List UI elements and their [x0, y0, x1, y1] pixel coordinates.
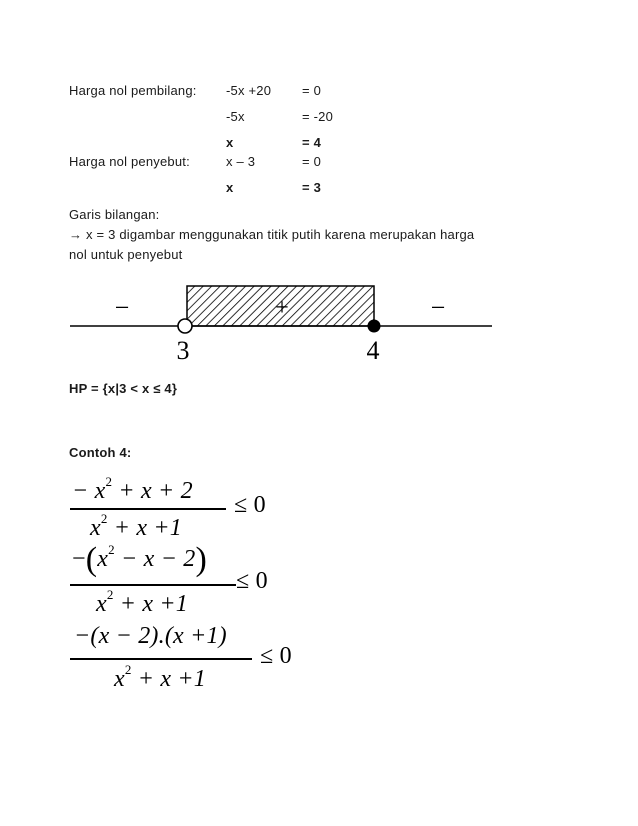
open-point	[178, 319, 192, 333]
number-line-heading: Garis bilangan:	[69, 207, 160, 222]
denominator-zero-label: Harga nol penyebut:	[69, 154, 190, 169]
step2-numerator: $-(x^2 - x - 2)$	[72, 541, 208, 578]
numerator-expr-2: -5x	[226, 109, 245, 124]
label-3: 3	[176, 336, 190, 365]
step1-fraction-bar	[70, 508, 226, 510]
step2-denominator: $x^2 + x +1$	[96, 587, 189, 617]
right-sign: −	[430, 293, 446, 322]
number-line-note-2: nol untuk penyebut	[69, 247, 183, 262]
step3-fraction-bar	[70, 658, 252, 660]
example-heading: Contoh 4:	[69, 445, 132, 460]
numerator-result-3: = 4	[302, 135, 322, 150]
step3-numerator: −(x − 2).(x +1)	[74, 623, 227, 649]
numerator-expr-3: x	[226, 135, 234, 150]
middle-sign: +	[275, 295, 289, 321]
step1-denominator: $x^2 + x +1$	[90, 511, 183, 541]
closed-point	[368, 320, 381, 333]
step2-fraction-bar	[70, 584, 236, 586]
denominator-result-2: = 3	[302, 180, 322, 195]
numerator-expr-1: -5x +20	[226, 83, 272, 98]
step2-relation: ≤ 0	[236, 568, 268, 594]
step1-numerator: − $x^2 + x + 2$	[72, 474, 193, 504]
left-sign: −	[114, 293, 130, 322]
step3-relation: ≤ 0	[260, 643, 292, 669]
label-4: 4	[366, 336, 380, 365]
numerator-result-2: = -20	[302, 109, 333, 124]
step1-relation: ≤ 0	[234, 492, 266, 518]
number-line-note-1: → x = 3 digambar menggunakan titik putih karena merupakan harga	[69, 227, 475, 242]
denominator-expr-2: x	[226, 180, 234, 195]
denominator-result-1: = 0	[302, 154, 322, 169]
step3-denominator: $x^2 + x +1$	[114, 662, 207, 692]
number-line-figure	[70, 283, 495, 365]
numerator-zero-label: Harga nol pembilang:	[69, 83, 197, 98]
denominator-expr-1: x – 3	[226, 154, 256, 169]
solution-set: HP = {x|3 < x ≤ 4}	[69, 381, 178, 396]
numerator-result-1: = 0	[302, 83, 322, 98]
